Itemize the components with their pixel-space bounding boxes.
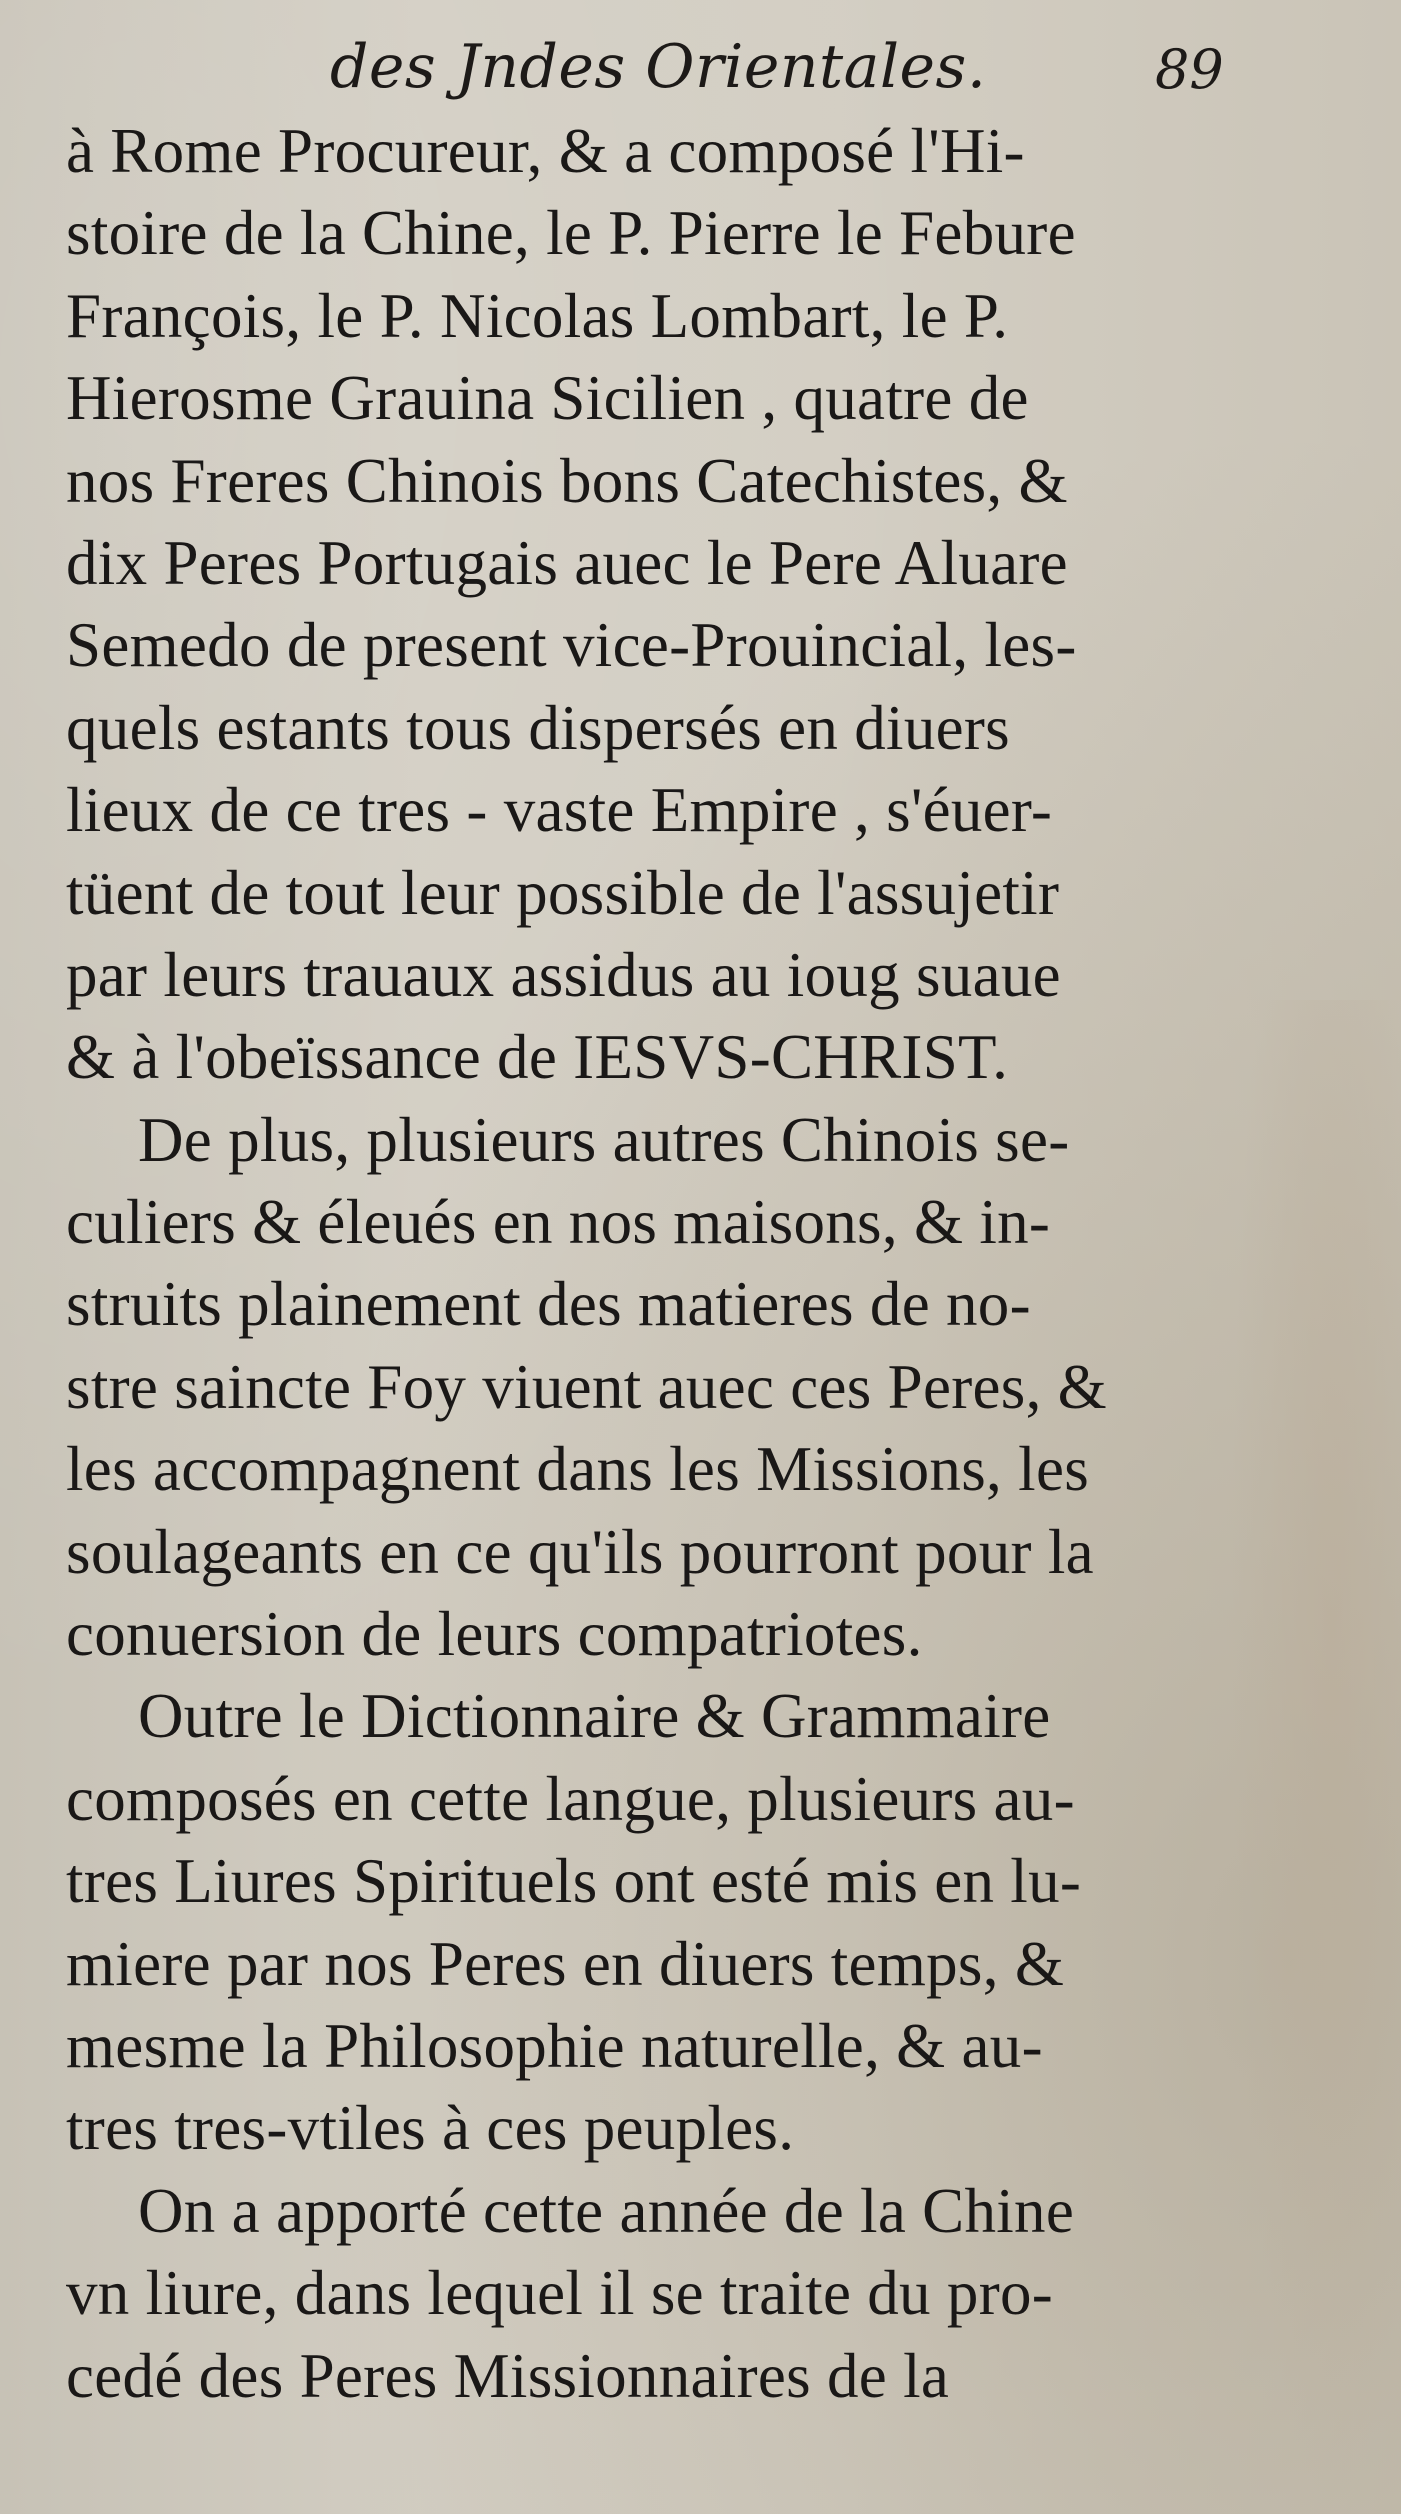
body-text (66, 110, 1226, 2417)
text-line: à Rome Procureur, & a composé l'Hi- (66, 116, 1025, 186)
text-line: par leurs trauaux assidus au ioug suaue (66, 939, 1061, 1010)
text-line: dix Peres Portugais auec le Pere Aluare (66, 527, 1068, 598)
text-line: composés en cette langue, plusieurs au- (66, 1763, 1075, 1834)
text-line: cedé des Peres Missionnaires de la (66, 2340, 950, 2411)
paper-stain (1230, 1000, 1401, 2514)
text-line: mesme la Philosophie naturelle, & au- (66, 2010, 1043, 2081)
text-line: culiers & éleués en nos maisons, & in- (66, 1187, 1051, 1258)
text-line: soulageants en ce qu'ils pourront pour la (66, 1516, 1094, 1587)
page-header (0, 22, 1401, 112)
text-line: stoire de la Chine, le P. Pierre le Febure (66, 198, 1076, 269)
text-line: conuersion de leurs compatriotes. (66, 1599, 923, 1670)
text-line: les accompagnent dans les Missions, les (66, 1434, 1090, 1505)
text-line: quels estants tous dispersés en diuers (66, 692, 1011, 763)
running-title: des Jndes Orientales. (330, 32, 987, 102)
text-line: struits plainement des matieres de no- (66, 1269, 1031, 1340)
text-line: tüent de tout leur possible de l'assujetir (66, 857, 1060, 928)
paragraph-start-line: Outre le Dictionnaire & Grammaire (138, 1681, 1051, 1752)
text-line: & à l'obeïssance de IESVS-CHRIST. (66, 1022, 1009, 1093)
text-line: tres tres-vtiles à ces peuples. (66, 2093, 795, 2164)
text-line: stre saincte Foy viuent auec ces Peres, & (66, 1351, 1107, 1422)
paragraph-start-line: On a apporté cette année de la Chine (138, 2175, 1075, 2246)
paragraph-start-line: De plus, plusieurs autres Chinois se- (138, 1104, 1070, 1175)
page-number: 89 (1155, 38, 1224, 101)
text-line: vn liure, dans lequel il se traite du pro- (66, 2258, 1054, 2329)
text-line: Hierosme Grauina Sicilien , quatre de (66, 363, 1029, 434)
text-line: nos Freres Chinois bons Catechistes, & (66, 445, 1068, 516)
text-line: Semedo de present vice-Prouincial, les- (66, 610, 1077, 681)
text-line: François, le P. Nicolas Lombart, le P. (66, 280, 1009, 351)
text-line: tres Liures Spirituels ont esté mis en lu- (66, 1846, 1082, 1917)
text-line: miere par nos Peres en diuers temps, & (66, 1928, 1065, 1999)
text-line: lieux de ce tres - vaste Empire , s'éuer- (66, 775, 1053, 846)
